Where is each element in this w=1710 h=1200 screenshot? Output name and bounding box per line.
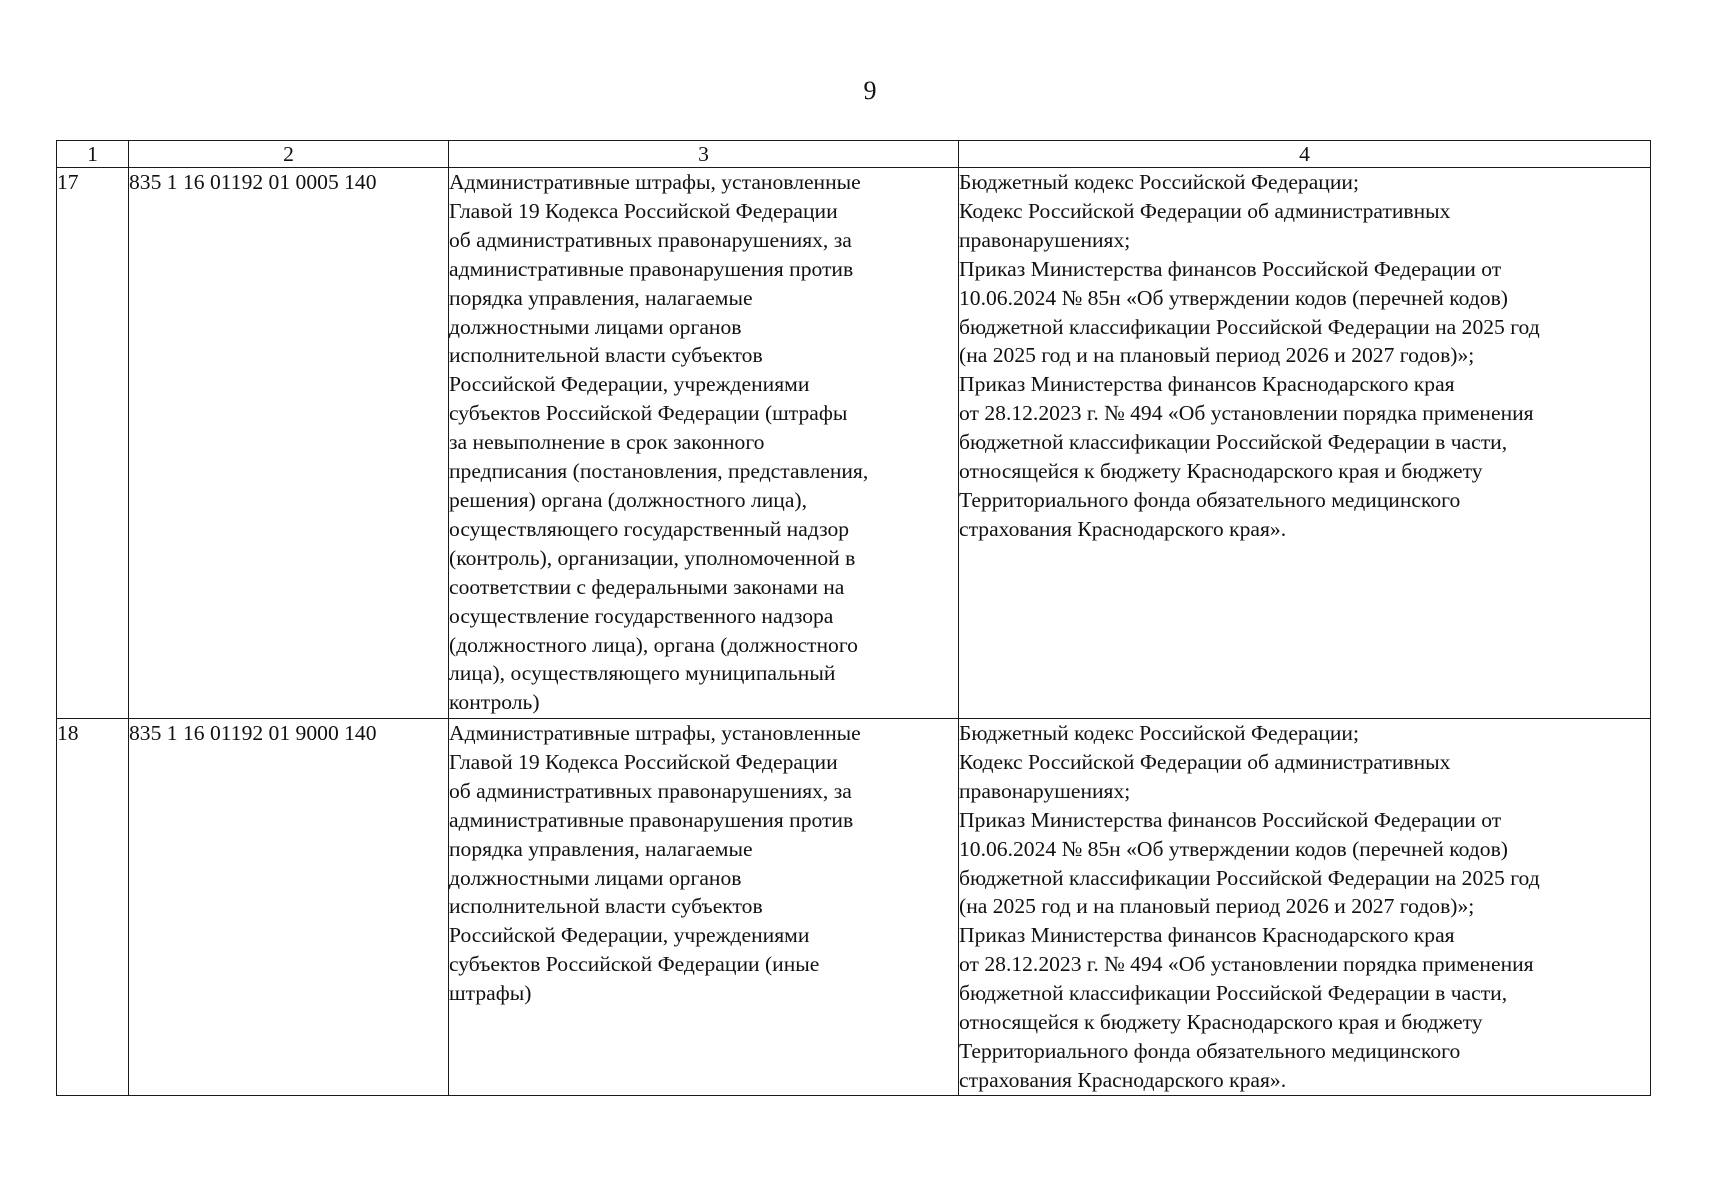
table-row xyxy=(57,168,1651,719)
legal-basis-line: от 28.12.2023 г. № 494 «Об установлении порядка применения xyxy=(959,401,1534,426)
description-line: Административные штрафы, установленные xyxy=(449,170,861,194)
row-number-cell: 18 xyxy=(57,719,129,1096)
budget-code-cell: 835 1 16 01192 01 0005 140 xyxy=(129,168,449,719)
legal-basis-line: относящейся к бюджету Краснодарского края и бюджету xyxy=(959,459,1483,484)
description-line: должностными лицами органов xyxy=(449,865,742,890)
legal-basis-line: бюджетной классификации Российской Федерации на 2025 год xyxy=(959,865,1540,890)
legal-basis-line: правонарушениях; xyxy=(959,227,1131,252)
column-header-2: 2 xyxy=(129,141,449,168)
description-line: исполнительной власти субъектов xyxy=(449,343,763,368)
legal-basis-cell xyxy=(959,719,1651,1096)
description-line: должностными лицами органов xyxy=(449,314,742,339)
legal-basis-line: Бюджетный кодекс Российской Федерации; xyxy=(959,721,1359,745)
description-line: Главой 19 Кодекса Российской Федерации xyxy=(449,749,838,774)
legal-basis-cell xyxy=(959,168,1651,719)
legal-basis-line: страхования Краснодарского края». xyxy=(959,516,1287,541)
legal-basis-line: от 28.12.2023 г. № 494 «Об установлении порядка применения xyxy=(959,952,1534,977)
description-line: Российской Федерации, учреждениями xyxy=(449,372,810,397)
description-line: порядка управления, налагаемые xyxy=(449,285,753,310)
legal-basis-line: Бюджетный кодекс Российской Федерации; xyxy=(959,170,1359,194)
description-cell xyxy=(449,168,959,719)
column-header-3: 3 xyxy=(449,141,959,168)
description-line: об административных правонарушениях, за xyxy=(449,778,852,803)
description-line: (должностного лица), органа (должностного xyxy=(449,632,858,657)
legal-basis-line: 10.06.2024 № 85н «Об утверждении кодов (перечней кодов) xyxy=(959,285,1508,310)
description-line: административные правонарушения против xyxy=(449,256,854,281)
description-line: решения) органа (должностного лица), xyxy=(449,487,808,512)
description-line: соответствии с федеральными законами на xyxy=(449,574,845,599)
description-line: (контроль), организации, уполномоченной в xyxy=(449,545,856,570)
description-line: осуществление государственного надзора xyxy=(449,603,834,628)
column-header-4: 4 xyxy=(959,141,1651,168)
legal-basis-line: правонарушениях; xyxy=(959,778,1131,803)
legal-basis-line: 10.06.2024 № 85н «Об утверждении кодов (перечней кодов) xyxy=(959,836,1508,861)
legal-basis-line: Приказ Министерства финансов Краснодарского края xyxy=(959,372,1455,397)
description-line: исполнительной власти субъектов xyxy=(449,894,763,919)
description-line: об административных правонарушениях, за xyxy=(449,227,852,252)
page-number: 9 xyxy=(863,76,877,105)
budget-code-cell: 835 1 16 01192 01 9000 140 xyxy=(129,719,449,1096)
legal-basis-line: (на 2025 год и на плановый период 2026 и 2027 годов)»; xyxy=(959,343,1475,368)
legal-basis-line: Кодекс Российской Федерации об административных xyxy=(959,749,1451,774)
description-line: штрафы) xyxy=(449,981,532,1006)
description-line: административные правонарушения против xyxy=(449,807,854,832)
budget-codes-table xyxy=(56,140,1651,1096)
description-line: порядка управления, налагаемые xyxy=(449,836,753,861)
description-line: осуществляющего государственный надзор xyxy=(449,516,850,541)
description-line: субъектов Российской Федерации (штрафы xyxy=(449,401,848,426)
legal-basis-line: бюджетной классификации Российской Федерации в части, xyxy=(959,981,1508,1006)
legal-basis-line: страхования Краснодарского края». xyxy=(959,1067,1287,1092)
description-line: контроль) xyxy=(449,690,540,715)
description-line: Российской Федерации, учреждениями xyxy=(449,923,810,948)
legal-basis-line: Территориального фонда обязательного медицинского xyxy=(959,487,1461,512)
legal-basis-line: бюджетной классификации Российской Федерации на 2025 год xyxy=(959,314,1540,339)
legal-basis-line: Приказ Министерства финансов Российской Федерации от xyxy=(959,807,1502,832)
table-header-row xyxy=(57,141,1651,168)
legal-basis-line: Кодекс Российской Федерации об административных xyxy=(959,198,1451,223)
description-line: Административные штрафы, установленные xyxy=(449,721,861,745)
description-cell xyxy=(449,719,959,1096)
description-line: лица), осуществляющего муниципальный xyxy=(449,661,836,686)
legal-basis-line: относящейся к бюджету Краснодарского края и бюджету xyxy=(959,1010,1483,1035)
description-line: за невыполнение в срок законного xyxy=(449,430,765,455)
legal-basis-line: Приказ Министерства финансов Краснодарского края xyxy=(959,923,1455,948)
legal-basis-line: Территориального фонда обязательного медицинского xyxy=(959,1038,1461,1063)
description-line: предписания (постановления, представления, xyxy=(449,459,869,484)
legal-basis-line: бюджетной классификации Российской Федерации в части, xyxy=(959,430,1508,455)
legal-basis-line: Приказ Министерства финансов Российской Федерации от xyxy=(959,256,1502,281)
row-number-cell: 17 xyxy=(57,168,129,719)
legal-basis-line: (на 2025 год и на плановый период 2026 и 2027 годов)»; xyxy=(959,894,1475,919)
description-line: субъектов Российской Федерации (иные xyxy=(449,952,820,977)
column-header-1: 1 xyxy=(57,141,129,168)
table-row xyxy=(57,719,1651,1096)
description-line: Главой 19 Кодекса Российской Федерации xyxy=(449,198,838,223)
